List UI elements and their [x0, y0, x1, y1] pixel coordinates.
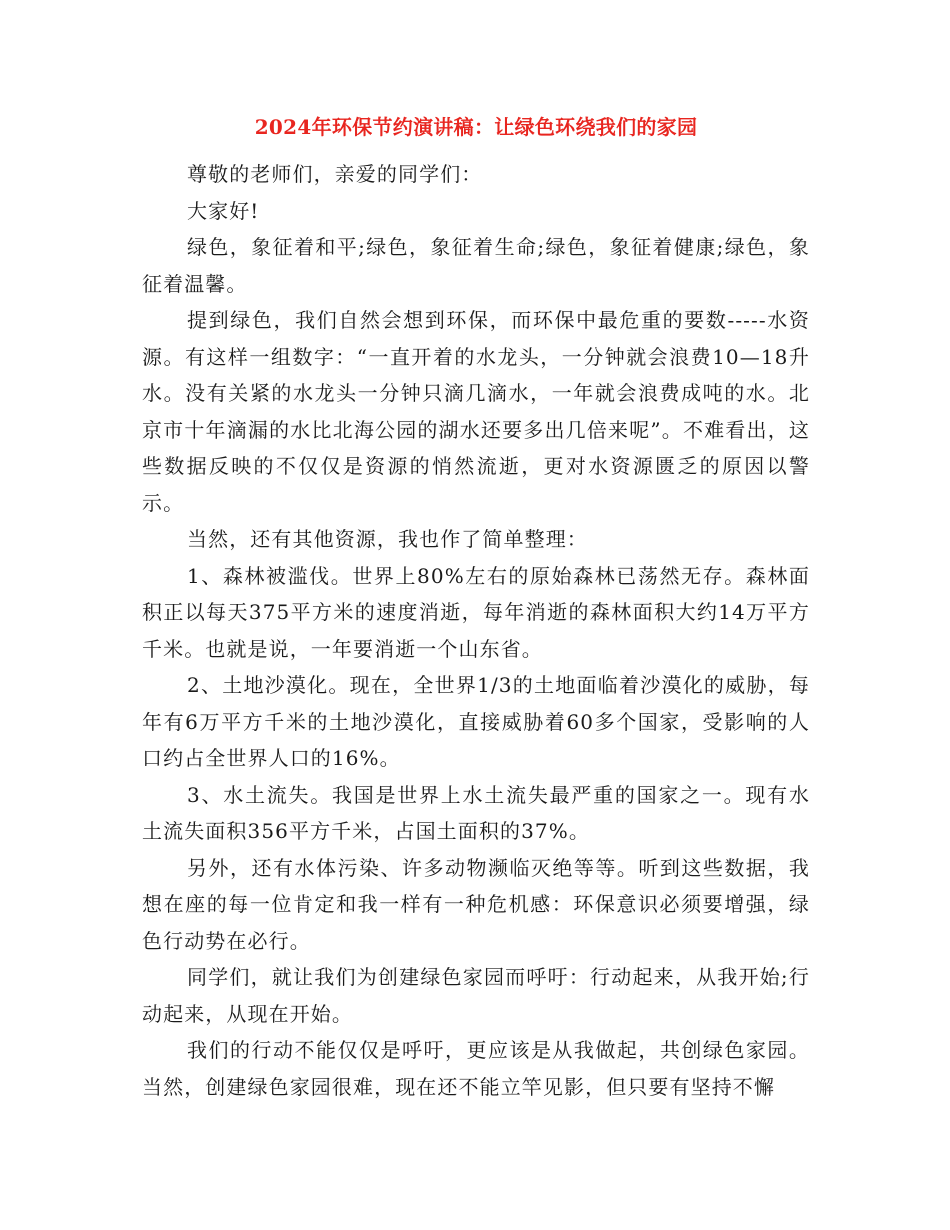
- paragraph-forest: 1、森林被滥伐。世界上80%左右的原始森林已荡然无存。森林面积正以每天375平方米的速度消逝，每年消逝的森林面积大约14万平方千米。也就是说，一年要消逝一个山东省。: [142, 563, 810, 661]
- paragraph-call-to-action: 同学们，就让我们为创建绿色家园而呼吁：行动起来，从我开始;行动起来，从现在开始。: [142, 965, 810, 1026]
- paragraph-water-resources: 提到绿色，我们自然会想到环保，而环保中最危重的要数-----水资源。有这样一组数字：“一直开着的水龙头，一分钟就会浪费10—18升水。没有关紧的水龙头一分钟只滴几滴水，一年就会浪费成吨的水。北京市十年滴漏的水比北海公园的湖水还要多出几倍来呢”。不难看出，这些数据反映的不仅仅是资源的悄然流逝，更对水资源匮乏的原因以警示。: [142, 308, 810, 515]
- paragraph-other-resources: 当然，还有其他资源，我也作了简单整理：: [187, 527, 588, 551]
- paragraph-desertification: 2、土地沙漠化。现在，全世界1/3的土地面临着沙漠化的威胁，每年有6万平方千米的土地沙漠化，直接威胁着60多个国家，受影响的人口约占全世界人口的16%。: [142, 673, 810, 770]
- paragraph-salutation: 尊敬的老师们，亲爱的同学们：: [187, 162, 483, 186]
- paragraph-soil-erosion: 3、水土流失。我国是世界上水土流失最严重的国家之一。现有水土流失面积356平方千米，占国土面积的37%。: [142, 782, 810, 843]
- paragraph-crisis: 另外，还有水体污染、许多动物濒临灭绝等等。听到这些数据，我想在座的每一位肯定和我一样有一种危机感：环保意识必须要增强，绿色行动势在必行。: [142, 855, 810, 953]
- paragraph-greeting: 大家好!: [187, 198, 260, 223]
- document-body: [142, 112, 810, 1105]
- paragraph-green-symbolism: 绿色，象征着和平;绿色，象征着生命;绿色，象征着健康;绿色，象征着温馨。: [142, 235, 810, 296]
- document-title: 2024年环保节约演讲稿：让绿色环绕我们的家园: [254, 115, 698, 139]
- paragraph-commitment: 我们的行动不能仅仅是呼吁，更应该是从我做起，共创绿色家园。当然，创建绿色家园很难，现在还不能立竿见影，但只要有坚持不懈: [142, 1038, 810, 1099]
